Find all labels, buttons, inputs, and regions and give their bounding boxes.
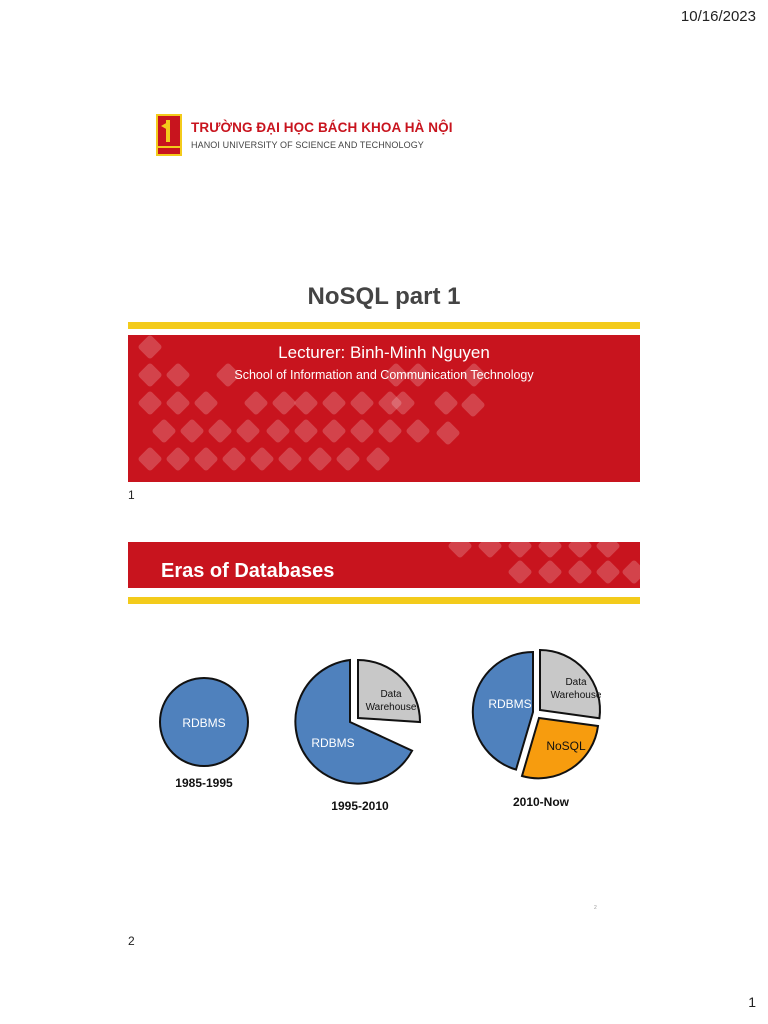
slide-title: NoSQL part 1 [307,283,461,310]
lecturer-name: Lecturer: Binh-Minh Nguyen [278,343,490,362]
university-name-vietnamese: TRƯỜNG ĐẠI HỌC BÁCH KHOA HÀ NỘI [191,120,453,135]
era-label: 1985-1995 [175,776,233,790]
university-emblem-icon [156,114,182,156]
rdbms-label: RDBMS [182,716,226,730]
era-1985-1995 [160,678,248,790]
data-warehouse-label-line1: Data [380,689,402,700]
title-banner [128,542,640,588]
footnote-number: 2 [594,905,597,911]
university-logo [156,114,456,158]
rdbms-label: RDBMS [311,736,355,750]
slide-title: Eras of Databases [161,560,335,582]
era-1995-2010 [295,660,420,813]
era-2010-now [473,650,602,809]
slide-2 [128,542,640,924]
nosql-label: NoSQL [546,739,586,753]
slide-1 [128,100,640,482]
school-name: School of Information and Communication Technology [234,368,534,382]
lecturer-banner [128,335,640,482]
page-date: 10/16/2023 [680,8,756,25]
data-warehouse-label-line2: Warehouse [550,690,602,701]
data-warehouse-label-line1: Data [565,677,587,688]
accent-divider [128,322,640,329]
university-name-english: HANOI UNIVERSITY OF SCIENCE AND TECHNOLOGY [191,140,424,150]
data-warehouse-label-line2: Warehouse [365,702,417,713]
page-number: 1 [748,994,756,1010]
slide-2-number: 2 [128,934,135,948]
eras-diagram [128,642,640,822]
era-label: 2010-Now [512,795,570,809]
slide-1-number: 1 [128,488,135,502]
rdbms-label: RDBMS [488,697,532,711]
accent-divider [128,597,640,604]
era-label: 1995-2010 [331,799,389,813]
